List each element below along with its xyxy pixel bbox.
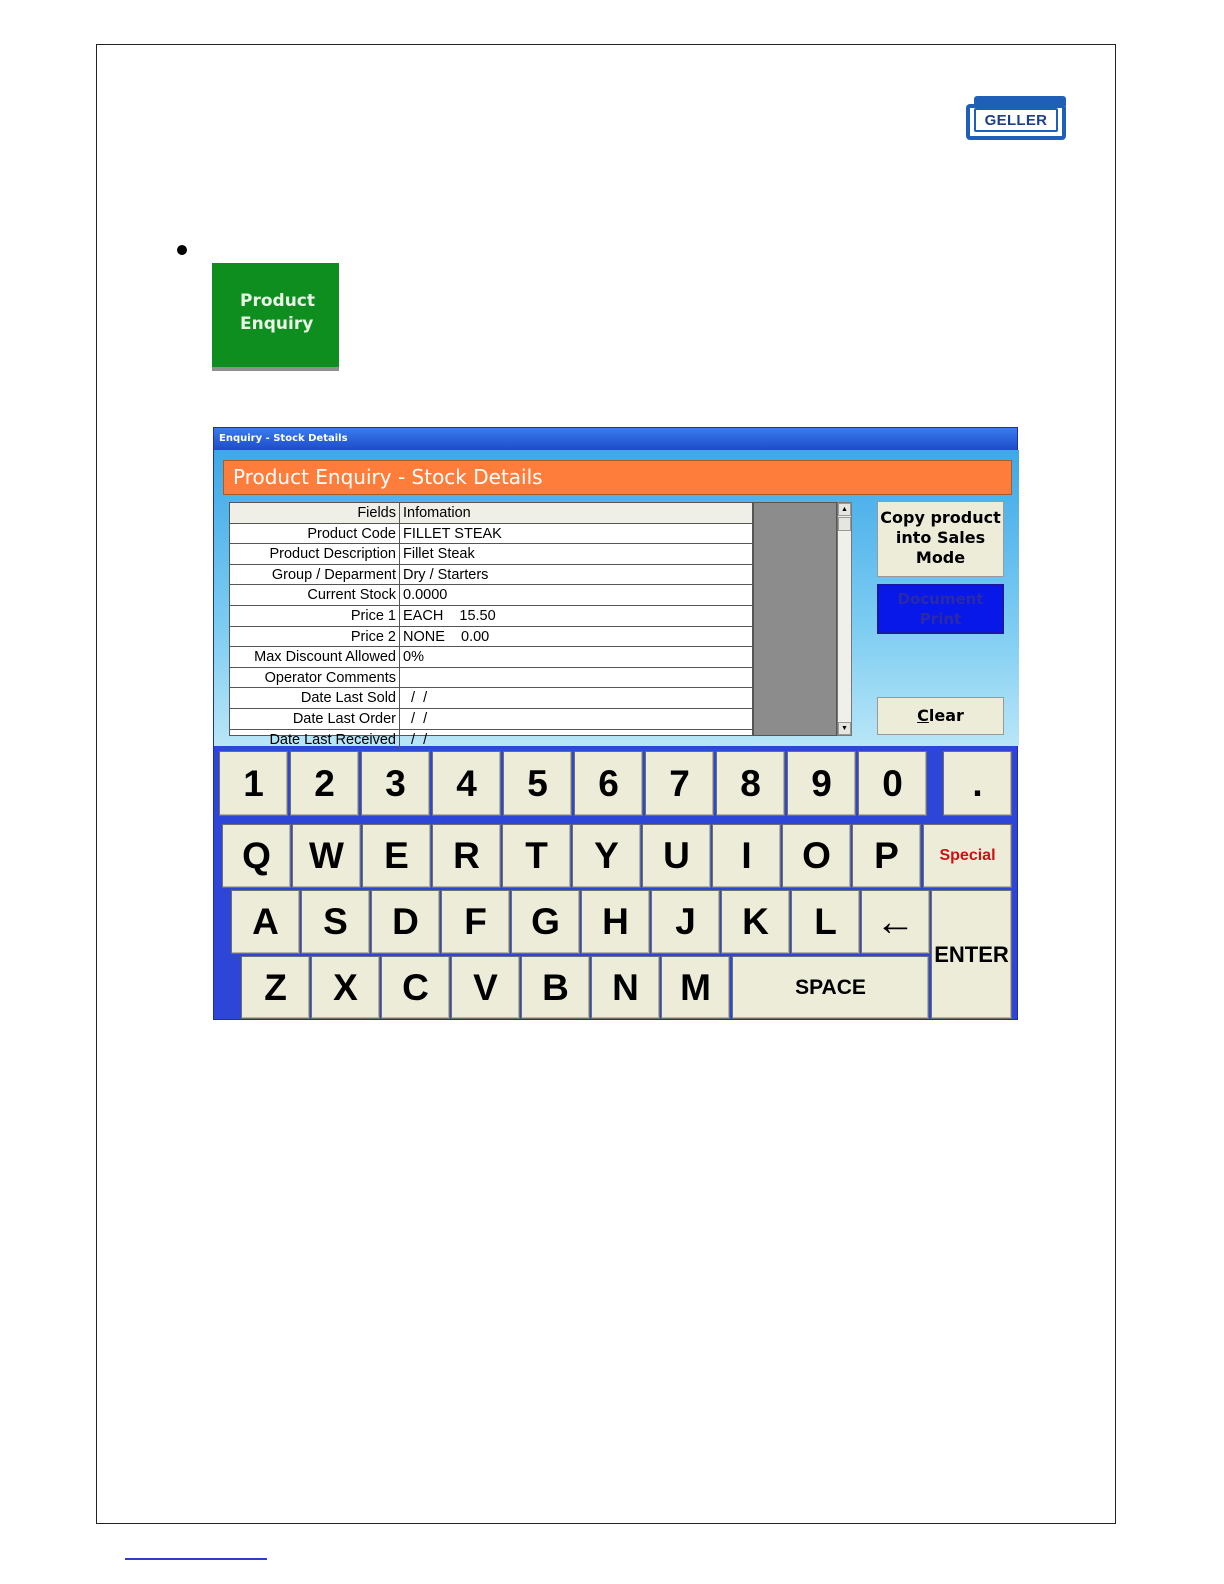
key-d[interactable]: D (371, 890, 440, 954)
key-k[interactable]: K (721, 890, 790, 954)
key-o[interactable]: O (782, 824, 851, 888)
key-p[interactable]: P (852, 824, 921, 888)
enter-key[interactable]: ENTER (931, 890, 1012, 1019)
key-q[interactable]: Q (222, 824, 291, 888)
row-field-value: / / (403, 690, 428, 707)
row-field-value (400, 668, 752, 688)
row-field-label: Operator Comments (230, 668, 400, 688)
row-field-label: Max Discount Allowed (230, 647, 400, 667)
grid-empty-area (753, 502, 837, 736)
key-w[interactable]: W (292, 824, 361, 888)
key-b[interactable]: B (521, 956, 590, 1019)
row-field-label: Date Last Order (230, 709, 400, 729)
key-8[interactable]: 8 (716, 751, 785, 816)
grid-header-information: Infomation (403, 505, 471, 521)
clear-accelerator: C (917, 706, 929, 725)
table-row[interactable] (230, 524, 752, 545)
key-5[interactable]: 5 (503, 751, 572, 816)
grid-header-fields: Fields (230, 503, 400, 523)
key-c[interactable]: C (381, 956, 450, 1019)
footer-rule (125, 1558, 267, 1560)
table-row[interactable] (230, 544, 752, 565)
key-z[interactable]: Z (241, 956, 310, 1019)
key-1[interactable]: 1 (219, 751, 288, 816)
window-client-area (214, 450, 1019, 746)
row-field-label: Product Code (230, 524, 400, 544)
table-row[interactable] (230, 627, 752, 648)
table-row[interactable] (230, 606, 752, 627)
copy-to-sales-button[interactable] (877, 501, 1004, 577)
row-field-value: EACH 15.50 (403, 607, 496, 624)
key-h[interactable]: H (581, 890, 650, 954)
document-button-line1: Document (897, 590, 984, 608)
key-a[interactable]: A (231, 890, 300, 954)
page-title-banner: Product Enquiry - Stock Details (223, 460, 1012, 495)
key-m[interactable]: M (661, 956, 730, 1019)
key-r[interactable]: R (432, 824, 501, 888)
table-row[interactable] (230, 565, 752, 586)
key-7[interactable]: 7 (645, 751, 714, 816)
scroll-thumb[interactable] (838, 517, 851, 531)
key-t[interactable]: T (502, 824, 571, 888)
product-enquiry-label-line2: Enquiry (240, 314, 314, 334)
row-field-value: Fillet Steak (403, 546, 475, 563)
table-row[interactable] (230, 585, 752, 606)
scroll-down-icon[interactable]: ▼ (838, 722, 851, 735)
document-print-button[interactable] (877, 584, 1004, 634)
key-i[interactable]: I (712, 824, 781, 888)
key-0[interactable]: 0 (858, 751, 927, 816)
grid-header-row (230, 503, 752, 524)
key-g[interactable]: G (511, 890, 580, 954)
row-field-label: Date Last Sold (230, 688, 400, 708)
row-field-label: Date Last Received (230, 730, 400, 750)
key-f[interactable]: F (441, 890, 510, 954)
table-row[interactable] (230, 647, 752, 668)
table-row[interactable] (230, 709, 752, 730)
key-v[interactable]: V (451, 956, 520, 1019)
copy-button-line3: Mode (915, 548, 966, 567)
product-enquiry-button[interactable] (212, 263, 339, 371)
table-row[interactable] (230, 688, 752, 709)
enquiry-window (213, 427, 1018, 1020)
copy-button-line1: Copy product (880, 508, 1001, 527)
key-2[interactable]: 2 (290, 751, 359, 816)
special-key[interactable]: Special (923, 824, 1012, 888)
key-n[interactable]: N (591, 956, 660, 1019)
key-period[interactable]: . (943, 751, 1012, 816)
key-6[interactable]: 6 (574, 751, 643, 816)
row-field-value: / / (403, 731, 428, 748)
table-row[interactable] (230, 668, 752, 689)
key-j[interactable]: J (651, 890, 720, 954)
product-enquiry-label-line1: Product (240, 291, 315, 311)
scroll-up-icon[interactable]: ▲ (838, 503, 851, 516)
row-field-value: NONE 0.00 (403, 628, 490, 645)
copy-button-line2: into Sales (895, 528, 986, 547)
key-s[interactable]: S (301, 890, 370, 954)
row-field-value: 0% (403, 649, 424, 666)
key-x[interactable]: X (311, 956, 380, 1019)
row-field-value: Dry / Starters (403, 566, 489, 583)
key-e[interactable]: E (362, 824, 431, 888)
row-field-value: FILLET STEAK (403, 525, 502, 542)
row-field-label: Group / Deparment (230, 565, 400, 585)
bullet-point (177, 245, 187, 255)
space-key[interactable]: SPACE (732, 956, 929, 1019)
key-y[interactable]: Y (572, 824, 641, 888)
row-field-label: Price 1 (230, 606, 400, 626)
key-l[interactable]: L (791, 890, 860, 954)
grid-scrollbar[interactable] (837, 502, 852, 736)
logo-text: GELLER (974, 108, 1058, 132)
row-field-value: 0.0000 (403, 587, 448, 604)
clear-button[interactable] (877, 697, 1004, 735)
window-titlebar: Enquiry - Stock Details (214, 428, 1017, 450)
row-field-label: Current Stock (230, 585, 400, 605)
key-3[interactable]: 3 (361, 751, 430, 816)
key-9[interactable]: 9 (787, 751, 856, 816)
row-field-label: Product Description (230, 544, 400, 564)
onscreen-keyboard (214, 746, 1019, 1021)
key-u[interactable]: U (642, 824, 711, 888)
key-4[interactable]: 4 (432, 751, 501, 816)
document-button-line2: Print (919, 610, 962, 628)
logo-top-bar (974, 96, 1066, 106)
geller-logo (966, 96, 1066, 140)
clear-label: lear (928, 706, 964, 725)
stock-details-grid[interactable] (229, 502, 753, 748)
row-field-value: / / (403, 710, 428, 727)
backspace-key[interactable]: ← (861, 890, 930, 954)
row-field-label: Price 2 (230, 627, 400, 647)
